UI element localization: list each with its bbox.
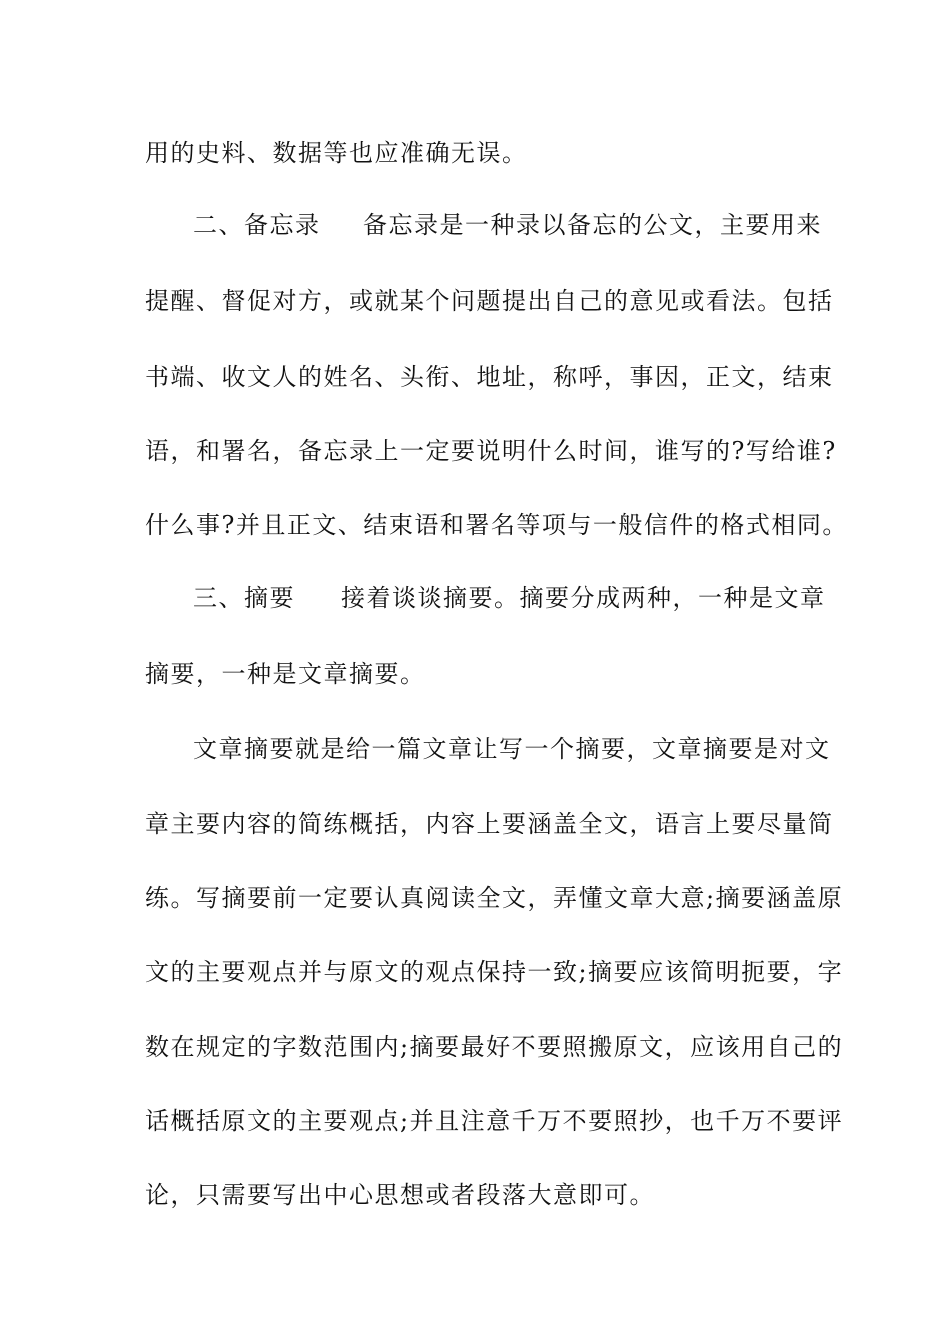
abstract-paragraph-first-line: [193, 578, 826, 618]
text-line: 论，只需要写出中心思想或者段落大意即可。: [145, 1181, 655, 1209]
text-line: 摘要，一种是文章摘要。: [145, 660, 426, 688]
section-heading-memo: 二、备忘录: [193, 211, 321, 239]
text-line: 话概括原文的主要观点;并且注意千万不要照抄，也千万不要评: [145, 1107, 844, 1135]
text-line: 提醒、督促对方，或就某个问题提出自己的意见或看法。包括: [145, 287, 834, 315]
text-line: 练。写摘要前一定要认真阅读全文，弄懂文章大意;摘要涵盖原: [145, 884, 844, 912]
text-line: 章主要内容的简练概括，内容上要涵盖全文，语言上要尽量简: [145, 810, 834, 838]
text-line: 数在规定的字数范围内;摘要最好不要照搬原文，应该用自己的: [145, 1033, 844, 1061]
text-line: 文章摘要就是给一篇文章让写一个摘要，文章摘要是对文: [193, 735, 831, 763]
text-line: 用的史料、数据等也应准确无误。: [145, 139, 528, 167]
text-line: 语，和署名，备忘录上一定要说明什么时间，谁写的?写给谁?: [145, 437, 837, 465]
text-line: 接着谈谈摘要。摘要分成两种，一种是文章: [341, 584, 826, 612]
text-line: 什么事?并且正文、结束语和署名等项与一般信件的格式相同。: [145, 511, 848, 539]
memo-paragraph-first-line: [193, 205, 822, 245]
text-line: 文的主要观点并与原文的观点保持一致;摘要应该简明扼要，字: [145, 958, 844, 986]
text-line: 书端、收文人的姓名、头衔、地址，称呼，事因，正文，结束: [145, 363, 834, 391]
text-line: 备忘录是一种录以备忘的公文，主要用来: [363, 211, 822, 239]
section-heading-abstract: 三、摘要: [193, 584, 295, 612]
